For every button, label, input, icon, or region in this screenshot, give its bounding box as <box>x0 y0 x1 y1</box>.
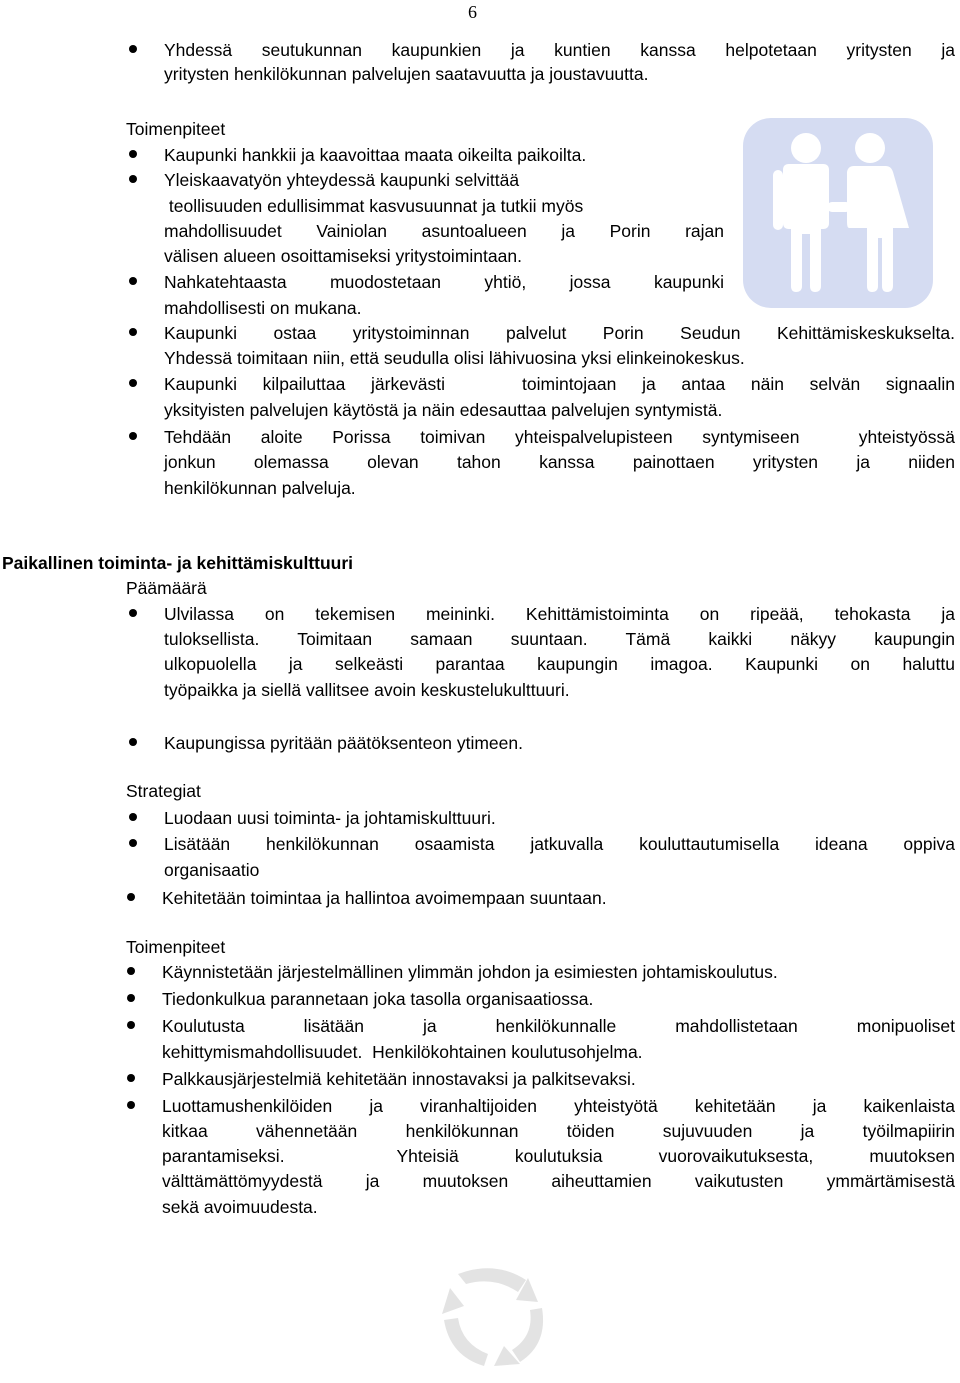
bullet-text: henkilökunnan palveluja. <box>164 478 356 498</box>
people-pictogram-icon <box>743 118 933 313</box>
bullet-dot <box>127 1101 135 1109</box>
bullet-text: Luodaan uusi toiminta- ja johtamiskulttuuri. <box>164 808 496 828</box>
bullet-text: ulkopuolella ja selkeästi parantaa kaupungin imagoa. Kaupunki on haluttu <box>164 654 955 674</box>
bullet-text: Kaupungissa pyritään päätöksenteon ytimeen. <box>164 733 523 753</box>
bullet-text: mahdollisesti on mukana. <box>164 298 362 318</box>
bullet-text: Kaupunki hankkii ja kaavoittaa maata oikeilta paikoilta. <box>164 145 587 165</box>
bullet-text: Kaupunki kilpailuttaa järkevästi toimintojaan ja antaa näin selvän signaalin <box>164 374 955 394</box>
bullet-text: mahdollisuudet Vainiolan asuntoalueen ja Porin rajan <box>164 221 724 241</box>
subheading-toimenpiteet: Toimenpiteet <box>126 119 226 139</box>
bullet-dot <box>127 893 135 901</box>
bullet-dot <box>129 277 137 285</box>
bullet-text: Käynnistetään järjestelmällinen ylimmän johdon ja esimiesten johtamiskoulutus. <box>162 962 778 982</box>
bullet-dot <box>127 1074 135 1082</box>
bullet-text: Koulutusta lisätään ja henkilökunnalle mahdollistetaan monipuoliset <box>162 1016 955 1036</box>
bullet-text: välttämättömyydestä ja muutoksen aiheuttamien vaikutusten ymmärtämisestä <box>162 1171 955 1191</box>
bullet-text: työpaikka ja siellä vallitsee avoin keskustelukulttuuri. <box>164 680 570 700</box>
bullet-text: teollisuuden edullisimmat kasvusuunnat ja tutkii myös <box>164 196 584 216</box>
bullet-dot <box>127 1021 135 1029</box>
bullet-text: Luottamushenkilöiden ja viranhaltijoiden yhteistyötä kehitetään ja kaikenlaista <box>162 1096 955 1116</box>
bullet-dot <box>129 328 137 336</box>
bullet-text: välisen alueen osoittamiseksi yritystoimintaan. <box>164 246 522 266</box>
bullet-text: sekä avoimuudesta. <box>162 1197 318 1217</box>
bullet-text: Tehdään aloite Porissa toimivan yhteispalvelupisteen syntymiseen yhteistyössä <box>164 427 955 447</box>
bullet-text: kehittymismahdollisuudet. Henkilökohtainen koulutusohjelma. <box>162 1042 643 1062</box>
bullet-dot <box>129 45 137 53</box>
section-heading: Paikallinen toiminta- ja kehittämiskulttuuri <box>2 553 354 573</box>
bullet-text: Lisätään henkilökunnan osaamista jatkuvalla kouluttautumisella ideana oppiva <box>164 834 955 854</box>
recycle-swirl-icon <box>440 1262 550 1377</box>
bullet-text: Kaupunki ostaa yritystoiminnan palvelut Porin Seudun Kehittämiskeskukselta. <box>164 323 955 343</box>
bullet-text: organisaatio <box>164 860 260 880</box>
bullet-text: Yhdessä seutukunnan kaupunkien ja kuntien kanssa helpotetaan yritysten ja <box>164 40 955 60</box>
bullet-text: Yleiskaavatyön yhteydessä kaupunki selvittää <box>164 170 520 190</box>
bullet-text: Tiedonkulkua parannetaan joka tasolla organisaatiossa. <box>162 989 594 1009</box>
subheading-paamaara: Päämäärä <box>126 578 207 598</box>
bullet-dot <box>129 738 137 746</box>
subheading-toimenpiteet: Toimenpiteet <box>126 937 226 957</box>
bullet-text: parantamiseksi. Yhteisiä koulutuksia vuorovaikutuksesta, muutoksen <box>162 1146 955 1166</box>
bullet-dot <box>129 150 137 158</box>
bullet-dot <box>129 609 137 617</box>
page-number: 6 <box>468 2 477 22</box>
bullet-dot <box>129 175 137 183</box>
bullet-text: Kehitetään toimintaa ja hallintoa avoimempaan suuntaan. <box>162 888 607 908</box>
bullet-text: Ulvilassa on tekemisen meininki. Kehittämistoiminta on ripeää, tehokasta ja <box>164 604 955 624</box>
bullet-dot <box>127 967 135 975</box>
bullet-text: jonkun olemassa olevan tahon kanssa painottaen yritysten ja niiden <box>164 452 955 472</box>
bullet-dot <box>129 839 137 847</box>
bullet-dot <box>129 432 137 440</box>
bullet-text: tuloksellista. Toimitaan samaan suuntaan. Tämä kaikki näkyy kaupungin <box>164 629 955 649</box>
bullet-text: Yhdessä toimitaan niin, että seudulla olisi lähivuosina yksi elinkeinokeskus. <box>164 348 745 368</box>
bullet-text: yritysten henkilökunnan palvelujen saatavuutta ja joustavuutta. <box>164 64 649 84</box>
bullet-dot <box>127 994 135 1002</box>
bullet-dot <box>129 813 137 821</box>
bullet-text: yksityisten palvelujen käytöstä ja näin edesauttaa palvelujen syntymistä. <box>164 400 723 420</box>
subheading-strategiat: Strategiat <box>126 781 201 801</box>
bullet-text: Palkkausjärjestelmiä kehitetään innostavaksi ja palkitsevaksi. <box>162 1069 636 1089</box>
bullet-text: Nahkatehtaasta muodostetaan yhtiö, jossa kaupunki <box>164 272 724 292</box>
bullet-dot <box>129 379 137 387</box>
bullet-text: kitkaa vähennetään henkilökunnan töiden sujuvuuden ja työilmapiirin <box>162 1121 955 1141</box>
